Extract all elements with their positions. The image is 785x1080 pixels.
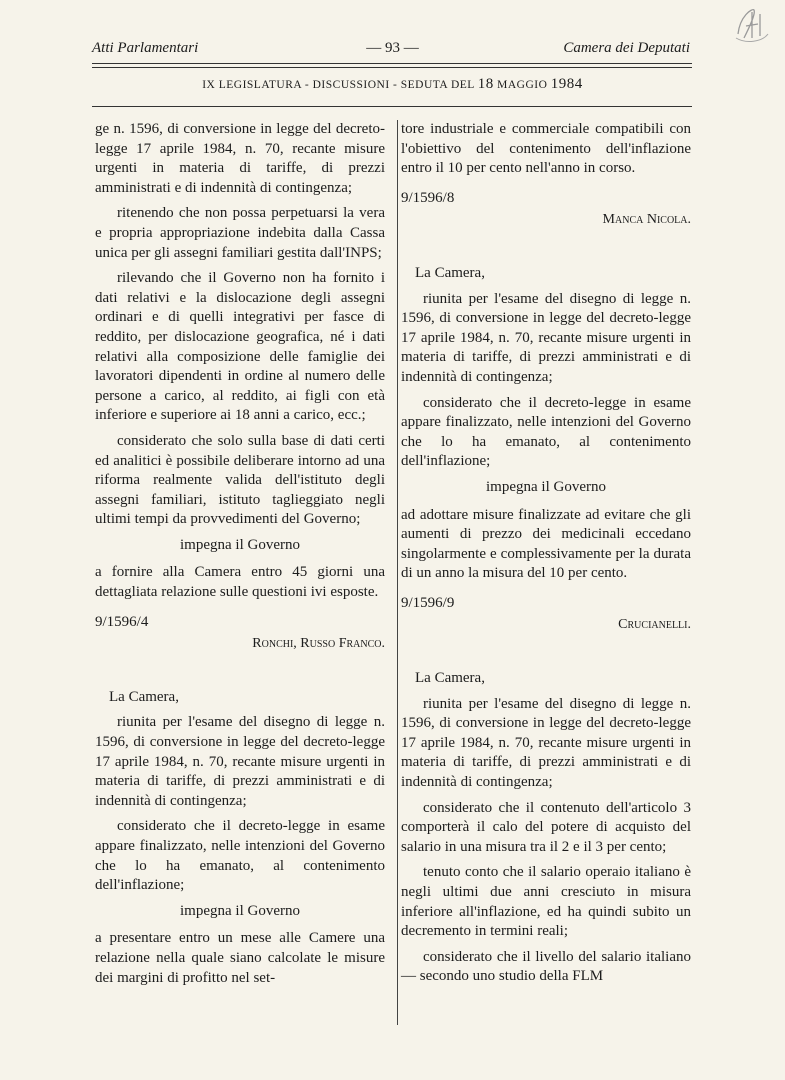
paragraph: ritenendo che non possa perpetuarsi la vera e propria appropriazione indebita dalla Cassa unica per gli assegni familiari gestita dall'INPS; bbox=[95, 205, 385, 261]
camera-heading: La Camera, bbox=[415, 264, 485, 281]
paragraph: rilevando che il Governo non ha fornito i dati relativi e la dislocazione degli assegni ordinari e di quelli integrativi per fasce di reddito, per dislocazione geografica, né i dati relativi alla composizione delle famiglie dei lavoratori dipendenti in ordine al numero delle persone a carico, al reddito, ai figli con età inferiore e superiore ai 18 anni a carico, ecc.; bbox=[95, 270, 385, 424]
header-rule-bottom bbox=[92, 106, 692, 107]
commitment-heading: impegna il Governo bbox=[486, 478, 606, 495]
header-left: Atti Parlamentari bbox=[92, 40, 199, 56]
paragraph: ge n. 1596, di conversione in legge del decreto-legge 17 aprile 1984, n. 70, recante misure urgenti in materia di tariffe, di prezzi amministrati e di indennità di contingenza; bbox=[95, 121, 385, 196]
paragraph: a fornire alla Camera entro 45 giorni una dettagliata relazione sulle questioni ivi esposte. bbox=[95, 564, 385, 601]
paragraph: riunita per l'esame del disegno di legge n. 1596, di conversione in legge del decreto-legge 17 aprile 1984, n. 70, recante misure urgenti in materia di tariffe, di prezzi amministrati e di indennità di contingenza; bbox=[401, 290, 691, 385]
paragraph: considerato che il livello del salario italiano — secondo uno studio della FLM bbox=[401, 948, 691, 985]
motion-code: 9/1596/9 bbox=[401, 594, 455, 611]
paragraph: ad adottare misure finalizzate ad evitare che gli aumenti di prezzo dei medicinali eccedano singolarmente e complessivamente per la durata di un anno la misura del 10 per cento. bbox=[401, 506, 691, 582]
right-column bbox=[401, 120, 691, 993]
paragraph: a presentare entro un mese alle Camere una relazione nella quale siano calcolate le misure dei margini di profitto nel set- bbox=[95, 930, 385, 986]
header-right: Camera dei Deputati bbox=[563, 40, 690, 56]
motion-code: 9/1596/4 bbox=[95, 613, 149, 630]
paragraph: riunita per l'esame del disegno di legge n. 1596, di conversione in legge del decreto-legge 17 aprile 1984, n. 70, recante misure urgenti in materia di tariffe, di prezzi amministrati e di indennità di contingenza; bbox=[95, 714, 385, 809]
left-column bbox=[95, 120, 385, 994]
camera-heading: La Camera, bbox=[415, 670, 485, 687]
signature: Manca Nicola. bbox=[602, 212, 691, 228]
paragraph: riunita per l'esame del disegno di legge n. 1596, di conversione in legge del decreto-legge 17 aprile 1984, n. 70, recante misure urgenti in materia di tariffe, di prezzi amministrati e di indennità di contingenza; bbox=[401, 695, 691, 791]
paragraph: tore industriale e commerciale compatibili con l'obiettivo del contenimento dell'inflazione entro il 10 per cento nell'anno in corso. bbox=[401, 121, 691, 177]
column-divider bbox=[397, 120, 398, 1025]
commitment-heading: impegna il Governo bbox=[180, 902, 300, 919]
paragraph: considerato che il contenuto dell'articolo 3 comporterà il calo del potere di acquisto del salario in una misura tra il 2 e il 3 per cento; bbox=[401, 799, 691, 855]
paragraph: considerato che il decreto-legge in esame appare finalizzato, nelle intenzioni del Governo che lo ha emanato, al contenimento dell'inflazione; bbox=[401, 394, 691, 470]
session-line bbox=[0, 76, 785, 93]
motion-code: 9/1596/8 bbox=[401, 189, 455, 206]
header-rule-top bbox=[92, 63, 692, 64]
session-prefix: IX LEGISLATURA - DISCUSSIONI - SEDUTA DEL bbox=[202, 79, 475, 91]
paragraph: considerato che il decreto-legge in esame appare finalizzato, nelle intenzioni del Governo che lo ha emanato, al contenimento dell'inflazione; bbox=[95, 818, 385, 894]
session-month: MAGGIO bbox=[497, 79, 548, 91]
commitment-heading: impegna il Governo bbox=[180, 536, 300, 553]
camera-heading: La Camera, bbox=[109, 688, 179, 705]
signature: Ronchi, Russo Franco. bbox=[252, 636, 385, 652]
paragraph: considerato che solo sulla base di dati certi ed analitici è possibile deliberare intorno ad una riforma realmente valida dell'istituto degli assegni familiari, istituto taglieggiato negli ultimi tempi da provvedimenti del Governo; bbox=[95, 432, 385, 528]
signature: Crucianelli. bbox=[618, 617, 691, 633]
paragraph: tenuto conto che il salario operaio italiano è negli ultimi due anni cresciuto in misura inferiore all'inflazione, ed ha quindi subito un decremento in termini reali; bbox=[401, 864, 691, 940]
session-day: 18 bbox=[477, 76, 494, 92]
page-number: — 93 — bbox=[366, 40, 419, 56]
header-rule-top-2 bbox=[92, 67, 692, 68]
session-year: 1984 bbox=[550, 76, 583, 92]
